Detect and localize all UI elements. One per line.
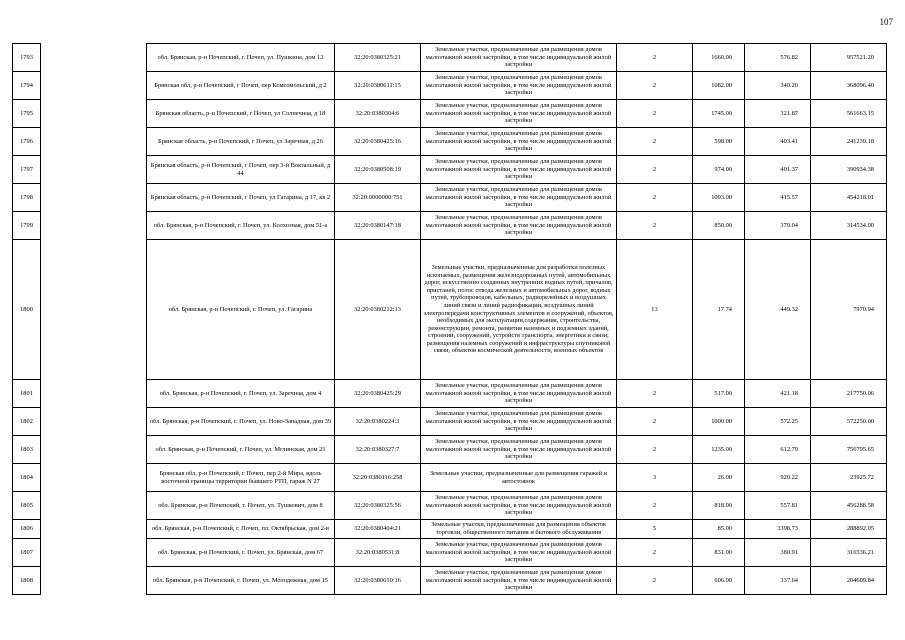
cell-cadastral-value: 23925.72	[811, 464, 887, 492]
cell-cadastral-number: 32:20:0380327:7	[335, 436, 421, 464]
cell-cadastral-number: 32:20:0380425:16	[335, 128, 421, 156]
cell-cadastral-value: 288892.05	[811, 520, 887, 539]
table-row	[13, 464, 887, 492]
cell-address: обл. Брянская, р-н Почепский, г. Почеп, ул. Колхозная, дом 51-а	[147, 212, 335, 240]
cell-land-use: Земельные участки, предназначенные для размещения домов малоэтажной жилой застройки, в том числе индивидуальной жилой застройки	[421, 212, 617, 240]
table-row	[13, 156, 887, 184]
cell-area: 1082.00	[693, 72, 745, 100]
cell-land-use: Земельные участки, предназначенные для размещения домов малоэтажной жилой застройки, в том числе индивидуальной жилой застройки	[421, 72, 617, 100]
cell-rate: 449.32	[745, 240, 811, 380]
cell-area: 598.00	[693, 128, 745, 156]
cell-number: 1801	[13, 380, 41, 408]
cell-land-use: Земельные участки, предназначенные для разработки полезных ископаемых, размещения железнодорожных путей, автомобильных дорог, искусственно созданных внутренних водных путей, причалов, пристаней, полос отвода железных и автомобильных дорог, водных путей, трубопроводов, кабельных, радиорелейных и воздушных линий связи и линий радиофикации, воздушных линий электропередачи конструктивных элементов и сооружений, объектов, необходимых для эксплуатации,содержания, строительства, реконструкции, ремонта, развития наземных и подземных зданий, строений, сооружений, устройств транспорта, энергетики и связи; размещения наземных сооружений и инфраструктуры спутниковой связи, объектов космической деятельности, военных объектов	[421, 240, 617, 380]
cell-address: Брянская область, р-н Почепский, г Почеп, ул Солнечная, д 18	[147, 100, 335, 128]
cell-group-code: 2	[617, 380, 693, 408]
cell-number: 1805	[13, 492, 41, 520]
cell-cadastral-value: 217750.06	[811, 380, 887, 408]
cell-number: 1799	[13, 212, 41, 240]
table-row	[13, 408, 887, 436]
cell-area: 974.00	[693, 156, 745, 184]
cell-land-use: Земельные участки, предназначенные для размещения домов малоэтажной жилой застройки, в том числе индивидуальной жилой застройки	[421, 492, 617, 520]
cell-cadastral-value: 368096.40	[811, 72, 887, 100]
cell-address: обл. Брянская, р-н Почепский, г. Почеп, пл. Октябрьская, дом 2-в	[147, 520, 335, 539]
cell-gap	[41, 184, 147, 212]
cell-group-code: 2	[617, 156, 693, 184]
cell-number: 1796	[13, 128, 41, 156]
cell-rate: 340.20	[745, 72, 811, 100]
cell-address: обл. Брянская, р-н Почепский, г. Почеп, ул. Мглинская, дом 21	[147, 436, 335, 464]
cell-address: обл. Брянская, р-н Почепский, г. Почеп, ул. Тушкович, дом 8	[147, 492, 335, 520]
cell-group-code: 3	[617, 464, 693, 492]
cell-gap	[41, 100, 147, 128]
cell-area: 1235.00	[693, 436, 745, 464]
cell-gap	[41, 44, 147, 72]
cell-group-code: 2	[617, 436, 693, 464]
cell-land-use: Земельные участки, предназначенные для размещения домов малоэтажной жилой застройки, в том числе индивидуальной жилой застройки	[421, 436, 617, 464]
cell-cadastral-number: 32:20:0380531:8	[335, 539, 421, 567]
cell-area: 17.74	[693, 240, 745, 380]
table-row	[13, 212, 887, 240]
cell-rate: 557.81	[745, 492, 811, 520]
cell-rate: 421.18	[745, 380, 811, 408]
cell-gap	[41, 156, 147, 184]
cell-number: 1794	[13, 72, 41, 100]
cell-number: 1807	[13, 539, 41, 567]
cell-rate: 3398.73	[745, 520, 811, 539]
cell-number: 1802	[13, 408, 41, 436]
table-row	[13, 380, 887, 408]
cell-number: 1803	[13, 436, 41, 464]
cell-area: 606.00	[693, 567, 745, 595]
cell-land-use: Земельные участки, предназначенные для размещения домов малоэтажной жилой застройки, в том числе индивидуальной жилой застройки	[421, 380, 617, 408]
cell-cadastral-number: 32:20:0380224:3	[335, 408, 421, 436]
cell-group-code: 2	[617, 539, 693, 567]
cell-gap	[41, 520, 147, 539]
cell-area: 1093.00	[693, 184, 745, 212]
cell-group-code: 2	[617, 567, 693, 595]
cell-rate: 612.79	[745, 436, 811, 464]
cell-group-code: 2	[617, 184, 693, 212]
table-row	[13, 184, 887, 212]
table-row	[13, 436, 887, 464]
cell-cadastral-number: 32:20:0380508:19	[335, 156, 421, 184]
cell-cadastral-number: 32:20:0380325:21	[335, 44, 421, 72]
table-row	[13, 72, 887, 100]
cell-group-code: 13	[617, 240, 693, 380]
table-row	[13, 100, 887, 128]
cell-gap	[41, 380, 147, 408]
cell-rate: 576.82	[745, 44, 811, 72]
cell-land-use: Земельные участки, предназначенные для размещения объектов торговли, общественного питания и бытового обслуживания	[421, 520, 617, 539]
cell-rate: 380.91	[745, 539, 811, 567]
table-row	[13, 44, 887, 72]
cell-cadastral-value: 957521.20	[811, 44, 887, 72]
cell-area: 85.00	[693, 520, 745, 539]
cell-cadastral-number: 32:20:0380610:16	[335, 567, 421, 595]
cell-address: обл. Брянская, р-н Почепский, г. Почеп, ул. Ново-Западная, дом 39	[147, 408, 335, 436]
cell-cadastral-value: 316536.21	[811, 539, 887, 567]
cell-land-use: Земельные участки, предназначенные для размещения домов малоэтажной жилой застройки, в том числе индивидуальной жилой застройки	[421, 539, 617, 567]
cell-cadastral-value: 390934.38	[811, 156, 887, 184]
cell-cadastral-value: 454218.01	[811, 184, 887, 212]
cell-cadastral-value: 456288.58	[811, 492, 887, 520]
cell-area: 1745.00	[693, 100, 745, 128]
cell-area: 1000.00	[693, 408, 745, 436]
cell-land-use: Земельные участки, предназначенные для размещения домов малоэтажной жилой застройки, в том числе индивидуальной жилой застройки	[421, 408, 617, 436]
cell-gap	[41, 567, 147, 595]
cell-gap	[41, 539, 147, 567]
cell-number: 1806	[13, 520, 41, 539]
cell-cadastral-value: 204609.84	[811, 567, 887, 595]
cell-rate: 572.25	[745, 408, 811, 436]
cell-area: 1660.00	[693, 44, 745, 72]
cell-address: обл. Брянская, р-н Почепский, г. Почеп, ул. Заречная, дом 4	[147, 380, 335, 408]
cell-rate: 321.87	[745, 100, 811, 128]
cell-gap	[41, 408, 147, 436]
cell-area: 517.00	[693, 380, 745, 408]
page-number: 107	[879, 17, 893, 27]
cell-cadastral-number: 32:20:0380116:258	[335, 464, 421, 492]
cell-area: 818.00	[693, 492, 745, 520]
cell-address: обл. Брянская, р-н Почепский, г. Почеп, ул. Молодежная, дом 15	[147, 567, 335, 595]
cell-group-code: 5	[617, 520, 693, 539]
cell-area: 850.00	[693, 212, 745, 240]
cell-land-use: Земельные участки, предназначенные для размещения домов малоэтажной жилой застройки, в том числе индивидуальной жилой застройки	[421, 128, 617, 156]
table-row	[13, 492, 887, 520]
cell-address: Брянская область, р-н Почепский, г Почеп, пер 3-й Вокзальный, д 44	[147, 156, 335, 184]
cell-cadastral-value: 241239.18	[811, 128, 887, 156]
cell-group-code: 2	[617, 72, 693, 100]
cell-cadastral-number: 32:20:0380325:56	[335, 492, 421, 520]
table-row	[13, 128, 887, 156]
cell-number: 1795	[13, 100, 41, 128]
cell-cadastral-number: 32:20:0380611:15	[335, 72, 421, 100]
cell-cadastral-number: 32:20:0380212:13	[335, 240, 421, 380]
land-registry-table	[12, 43, 887, 595]
cell-number: 1798	[13, 184, 41, 212]
registry-body	[13, 44, 887, 595]
cell-cadastral-number: 32:20:0380304:6	[335, 100, 421, 128]
table-row	[13, 539, 887, 567]
cell-cadastral-value: 7970.94	[811, 240, 887, 380]
cell-group-code: 2	[617, 212, 693, 240]
cell-cadastral-value: 756795.65	[811, 436, 887, 464]
cell-number: 1804	[13, 464, 41, 492]
cell-group-code: 2	[617, 492, 693, 520]
cell-rate: 370.04	[745, 212, 811, 240]
cell-group-code: 2	[617, 128, 693, 156]
cell-number: 1793	[13, 44, 41, 72]
cell-number: 1800	[13, 240, 41, 380]
cell-land-use: Земельные участки, предназначенные для размещения домов малоэтажной жилой застройки, в том числе индивидуальной жилой застройки	[421, 44, 617, 72]
cell-cadastral-number: 32:20:0000000:751	[335, 184, 421, 212]
cell-cadastral-number: 32:20:0380404:21	[335, 520, 421, 539]
cell-group-code: 2	[617, 100, 693, 128]
cell-land-use: Земельные участки, предназначенные для размещения домов малоэтажной жилой застройки, в том числе индивидуальной жилой застройки	[421, 184, 617, 212]
cell-rate: 337.64	[745, 567, 811, 595]
cell-land-use: Земельные участки, предназначенные для размещения домов малоэтажной жилой застройки, в том числе индивидуальной жилой застройки	[421, 156, 617, 184]
cell-address: Брянская обл, р-н Почепский, г Почеп, пер Комсомольский, д 2	[147, 72, 335, 100]
cell-land-use: Земельные участки, предназначенные для размещения гаражей и автостоянок	[421, 464, 617, 492]
table-row	[13, 240, 887, 380]
table-row	[13, 567, 887, 595]
cell-rate: 401.37	[745, 156, 811, 184]
cell-cadastral-value: 314534.00	[811, 212, 887, 240]
cell-address: Брянская обл, р-н Почепский, г Почеп, пер 2-й Мира, вдоль восточной границы территории бывшего РТП, гараж N 27	[147, 464, 335, 492]
cell-cadastral-value: 561663.15	[811, 100, 887, 128]
cell-area: 831.00	[693, 539, 745, 567]
cell-number: 1797	[13, 156, 41, 184]
cell-gap	[41, 212, 147, 240]
cell-gap	[41, 72, 147, 100]
cell-gap	[41, 240, 147, 380]
cell-address: обл. Брянская, р-н Почепский, г. Почеп, ул. Пушкина, дом 12	[147, 44, 335, 72]
cell-cadastral-value: 572250.00	[811, 408, 887, 436]
cell-address: Брянская область, р-н Почепский, г Почеп, ул Заречная, д 26	[147, 128, 335, 156]
cell-land-use: Земельные участки, предназначенные для размещения домов малоэтажной жилой застройки, в том числе индивидуальной жилой застройки	[421, 567, 617, 595]
cell-gap	[41, 464, 147, 492]
cell-cadastral-number: 32:20:0380425:29	[335, 380, 421, 408]
cell-address: Брянская область, р-н Почепский, г Почеп, ул Гагарина, д 17, кв 2	[147, 184, 335, 212]
cell-address: обл. Брянская, р-н Почепский, г. Почеп, ул. Гагарина	[147, 240, 335, 380]
cell-land-use: Земельные участки, предназначенные для размещения домов малоэтажной жилой застройки, в том числе индивидуальной жилой застройки	[421, 100, 617, 128]
cell-group-code: 2	[617, 44, 693, 72]
cell-gap	[41, 436, 147, 464]
cell-gap	[41, 492, 147, 520]
cell-rate: 415.57	[745, 184, 811, 212]
table-row	[13, 520, 887, 539]
cell-rate: 403.41	[745, 128, 811, 156]
cell-cadastral-number: 32:20:0380147:18	[335, 212, 421, 240]
cell-rate: 920.22	[745, 464, 811, 492]
cell-number: 1808	[13, 567, 41, 595]
cell-address: обл. Брянская, р-н Почепский, г. Почеп, ул. Брянская, дом 67	[147, 539, 335, 567]
cell-area: 26.00	[693, 464, 745, 492]
cell-group-code: 2	[617, 408, 693, 436]
cell-gap	[41, 128, 147, 156]
